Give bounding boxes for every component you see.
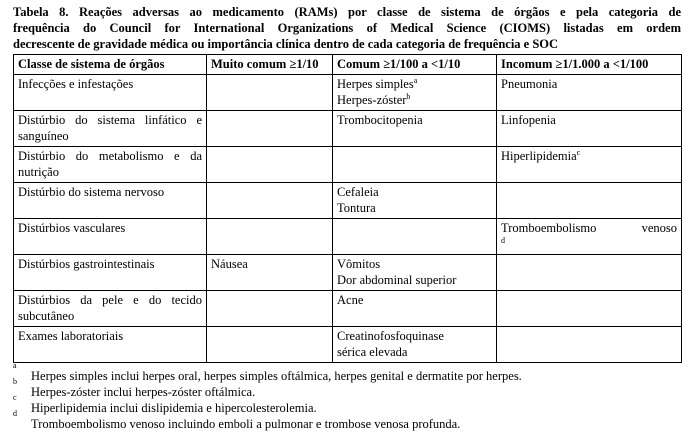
footnote-marker: a (413, 75, 418, 85)
common-cell (333, 219, 497, 255)
uncommon-cell (497, 183, 682, 219)
common-cell (333, 111, 497, 147)
common-cell (333, 255, 497, 291)
footnote-marker: d (501, 235, 505, 245)
very-common-cell (207, 291, 333, 327)
reaction-term: Tontura (337, 201, 376, 215)
very-common-cell (207, 219, 333, 255)
common-cell (333, 183, 497, 219)
footnote-text: Tromboembolismo venoso incluindo emboli a pulmonar e trombose venosa profunda. (31, 417, 461, 431)
header-uncommon-range: ≥1/1.000 a <1/100 (555, 57, 649, 71)
very-common-cell (207, 255, 333, 291)
common-cell (333, 75, 497, 111)
reaction-term: Dor abdominal superior (337, 273, 457, 287)
reaction-term: Trombocitopenia (337, 113, 423, 127)
footnote: b Herpes-zóster inclui herpes-zóster oftálmica. (13, 377, 256, 399)
soc-cell: Distúrbios da pele e do tecido subcutâneo (14, 291, 207, 327)
header-very-common-label: Muito comum (211, 57, 287, 71)
footnote-text: Herpes-zóster inclui herpes-zóster oftálmica. (31, 385, 256, 399)
header-common (333, 55, 497, 75)
soc-cell: Distúrbio do sistema linfático e sanguíneo (14, 111, 207, 147)
reaction-term (501, 236, 677, 252)
reaction-term: Acne (337, 293, 364, 307)
table-row (14, 75, 682, 111)
soc-cell: Infecções e infestações (14, 75, 207, 111)
reaction-term: Herpes simples$^a$ (337, 75, 418, 91)
soc-cell: Distúrbio do sistema nervoso (14, 183, 207, 219)
reaction-term: Náusea (211, 257, 248, 271)
very-common-cell (207, 75, 333, 111)
reaction-term: sérica elevada (337, 345, 408, 359)
header-very-common (207, 55, 333, 75)
header-uncommon (497, 55, 682, 75)
uncommon-cell (497, 147, 682, 183)
footnotes (13, 361, 681, 432)
header-common-range: ≥1/100 a <1/10 (383, 57, 461, 71)
adverse-reactions-table (13, 54, 682, 363)
table-caption (13, 4, 681, 52)
table-row (14, 111, 682, 147)
header-soc-label: Classe de sistema de órgãos (18, 57, 165, 71)
header-soc (14, 55, 207, 75)
reaction-term: Creatinofosfoquinase (337, 329, 444, 343)
table-row (14, 327, 682, 363)
footnote: c Hiperlipidemia inclui dislipidemia e hipercolesterolemia. (13, 393, 317, 415)
reaction-term: Herpes-zóster$^b$ (337, 91, 411, 107)
header-uncommon-label: Incomum (501, 57, 553, 71)
footnote: a Herpes simples inclui herpes oral, herpes simples oftálmica, herpes genital e dermatite por herpes. (13, 361, 522, 383)
soc-cell: Distúrbios gastrointestinais (14, 255, 207, 291)
table-header-row (14, 55, 682, 75)
caption-line: Tabela 8. Reações adversas ao medicamento (RAMs) por classe de sistema de órgãos e pela categoria de (13, 5, 681, 19)
reaction-term: Pneumonia (501, 77, 558, 91)
header-very-common-range: ≥1/10 (289, 57, 319, 71)
uncommon-cell (497, 327, 682, 363)
table-row (14, 291, 682, 327)
common-cell (333, 327, 497, 363)
soc-cell: Distúrbios vasculares (14, 219, 207, 255)
reaction-term: Linfopenia (501, 113, 556, 127)
footnote-text: Herpes simples inclui herpes oral, herpes simples oftálmica, herpes genital e dermatite por herpes. (31, 369, 522, 383)
uncommon-cell (497, 291, 682, 327)
table-row (14, 255, 682, 291)
uncommon-cell (497, 111, 682, 147)
header-common-label: Comum (337, 57, 381, 71)
caption-line: decrescente de gravidade médica ou importância clínica dentro de cada categoria de frequência e SOC (13, 37, 559, 51)
uncommon-cell (497, 219, 682, 255)
footnote: d Tromboembolismo venoso incluindo emboli a pulmonar e trombose venosa profunda. (13, 409, 461, 431)
soc-cell: Exames laboratoriais (14, 327, 207, 363)
very-common-cell (207, 111, 333, 147)
soc-cell: Distúrbio do metabolismo e da nutrição (14, 147, 207, 183)
table-row (14, 147, 682, 183)
very-common-cell (207, 183, 333, 219)
table-row (14, 183, 682, 219)
uncommon-cell (497, 75, 682, 111)
table-row (14, 219, 682, 255)
footnote-text: Hiperlipidemia inclui dislipidemia e hipercolesterolemia. (31, 401, 317, 415)
very-common-cell (207, 327, 333, 363)
footnote-marker: c (576, 147, 581, 157)
reaction-term: Vômitos (337, 257, 381, 271)
caption-line: frequência do Council for International Organizations of Medical Science (CIOMS) listadas em ordem (13, 21, 681, 35)
reaction-term: Tromboembolismo venoso (501, 221, 677, 235)
uncommon-cell (497, 255, 682, 291)
reaction-term: Cefaleia (337, 185, 379, 199)
footnote-marker: b (406, 91, 411, 101)
very-common-cell (207, 147, 333, 183)
common-cell (333, 147, 497, 183)
reaction-term: Hiperlipidemia$^c$ (501, 147, 581, 163)
common-cell (333, 291, 497, 327)
